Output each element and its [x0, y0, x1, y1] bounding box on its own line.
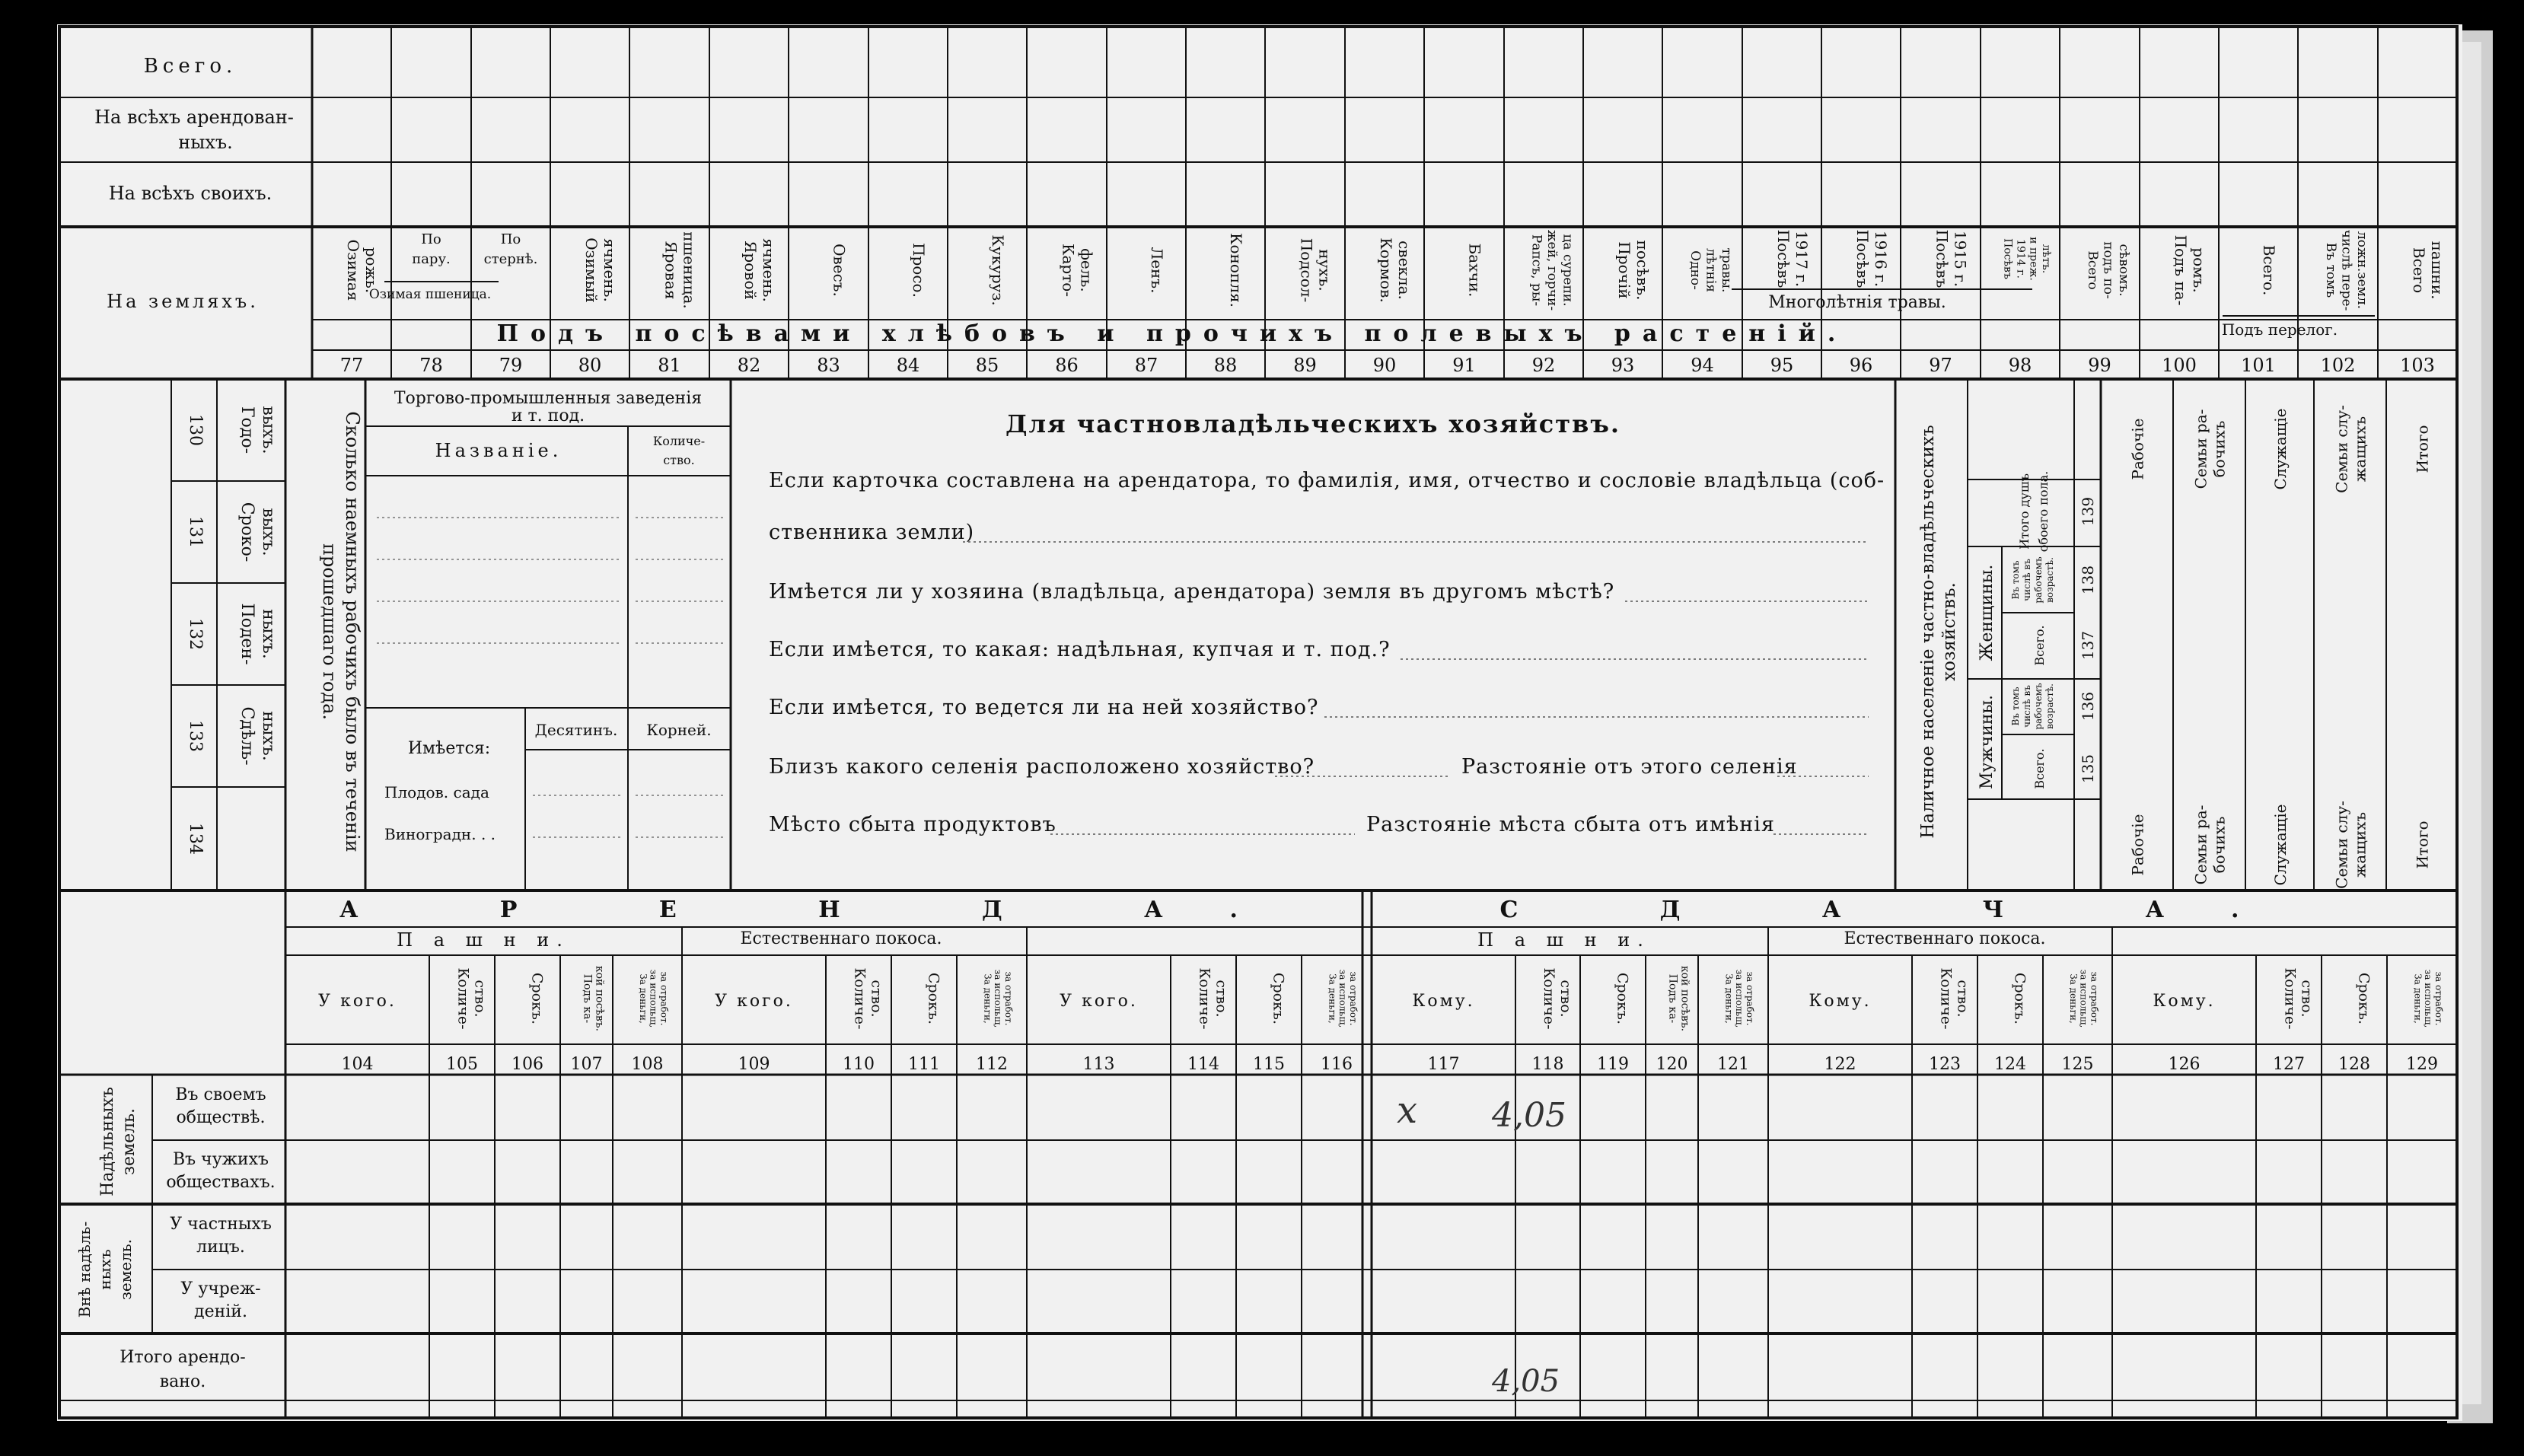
crop-col-label-102: Въ томъ — [2323, 242, 2339, 298]
hired-col-label-130: выхъ. — [259, 406, 278, 454]
rent-col-no-109: 109 — [738, 1055, 770, 1074]
pop-right-col-top-3: Семьи слу- — [2332, 405, 2351, 493]
rent-col-no-118: 118 — [1531, 1055, 1564, 1074]
crop-col-label-100: Подъ па- — [2172, 234, 2190, 306]
rent-col-who-109: У кого. — [715, 992, 793, 1011]
crop-banner: Подъ посѣвами хлѣбовъ и прочихъ полевыхъ растеній. — [496, 320, 1848, 347]
rent-col-who-117: Кому. — [1412, 992, 1475, 1011]
crop-col-no-79: 79 — [499, 355, 523, 376]
private-q6b: Разстояніе мѣста сбыта отъ имѣнія — [1366, 813, 1775, 836]
rent-col-no-128: 128 — [2338, 1055, 2370, 1074]
population-women-total: Всего. — [2032, 625, 2047, 666]
rent-col-label-127: Количе- — [2281, 967, 2299, 1030]
rent-col-label-127: ство. — [2298, 980, 2315, 1018]
crop-col-label-93: Прочій — [1615, 241, 1633, 299]
crop-col-no-97: 97 — [1929, 355, 1952, 376]
crop-col-label-103: пашни. — [2428, 241, 2446, 300]
rent-col-who-113: У кого. — [1060, 992, 1138, 1011]
crop-col-no-77: 77 — [339, 355, 364, 376]
rent-col-label-120: Подъ ка- — [1666, 973, 1679, 1024]
crop-col-no-82: 82 — [737, 355, 761, 376]
population-no-137: 137 — [2079, 630, 2097, 661]
rent-col-who-126: Кому. — [2153, 992, 2216, 1011]
rent-col-no-117: 117 — [1427, 1055, 1460, 1074]
rent-row-u-chast-1: У частныхъ — [170, 1215, 272, 1234]
pop-men-rab-4: возрастѣ. — [2044, 683, 2055, 729]
crop-col-label-90: свекла. — [1395, 241, 1413, 300]
crop-col-label-97: 1915 г. — [1951, 230, 1970, 288]
crop-col-label-86: фель. — [1077, 248, 1096, 292]
pop-right-col-bottom-0: Рабочіе — [2128, 814, 2147, 876]
hired-col-label-132: Поден- — [237, 603, 257, 665]
population-no-136: 136 — [2079, 691, 2097, 722]
rent-col-no-105: 105 — [446, 1055, 478, 1074]
crop-col-label-91: Бахчи. — [1465, 243, 1484, 298]
hired-col-label-131: Сроко- — [237, 502, 257, 562]
pop-wom-rab-3: рабочемъ — [2033, 556, 2044, 604]
crop-col-label-82: Яровой — [741, 241, 760, 300]
crop-col-label-83: Овесъ. — [830, 244, 849, 297]
crop-col-no-95: 95 — [1770, 355, 1794, 376]
crop-col-no-102: 102 — [2320, 355, 2356, 376]
crop-col-no-101: 101 — [2241, 355, 2276, 376]
rent-col-no-125: 125 — [2061, 1055, 2094, 1074]
crop-col-label-77: Озимая — [344, 239, 362, 301]
handwritten-value-1: 4,05 — [1492, 1096, 1566, 1135]
crop-col-no-94: 94 — [1691, 355, 1714, 376]
rent-col-label-120: кой посѣвъ. — [1678, 965, 1691, 1032]
crop-col-no-87: 87 — [1134, 355, 1158, 376]
rent-col-label-110: ство. — [868, 980, 885, 1018]
crop-col-label-98: лѣтъ. — [2040, 244, 2053, 274]
rent-row-nadel-2: земель. — [120, 1107, 139, 1176]
pop-itogo-1: Итого душъ — [2017, 473, 2032, 550]
crop-col-no-92: 92 — [1531, 355, 1556, 376]
rent-row-nadel-1: Надѣльныхъ — [98, 1087, 117, 1196]
trade-sad: Плодов. сада — [384, 783, 489, 801]
crop-col-label-81: Яровая — [661, 241, 680, 300]
rent-col-no-112: 112 — [976, 1055, 1008, 1074]
rent-col-label-110: Количе- — [851, 967, 868, 1030]
crop-col-label-96: Посѣвъ — [1853, 229, 1872, 288]
rent-col-no-127: 127 — [2273, 1055, 2305, 1074]
crop-col-no-83: 83 — [817, 355, 840, 376]
rent-row-u-uchr-1: У учреж- — [180, 1279, 261, 1298]
hired-col-label-132: ныхъ. — [259, 609, 278, 659]
sdacha-pashni: П а ш н и. — [1477, 929, 1651, 951]
rent-col-no-123: 123 — [1929, 1055, 1961, 1074]
pop-right-col-top-1: Семьи ра- — [2191, 409, 2210, 489]
crop-col-label-85: Кукуруз. — [989, 234, 1007, 306]
hired-col-label-133: ныхъ. — [259, 711, 278, 761]
crop-col-label-84: Просо. — [910, 243, 928, 298]
group-mnogoletnie: Многолѣтнія травы. — [1768, 293, 1946, 312]
crop-col-label-79: По — [500, 231, 521, 247]
crop-col-no-103: 103 — [2400, 355, 2435, 376]
rent-col-label-106: Срокъ. — [528, 972, 546, 1025]
pop-wom-rab-2: числѣ въ — [2022, 559, 2032, 601]
rent-col-label-105: ство. — [471, 980, 489, 1018]
pop-right-col-top-2: Служащіе — [2271, 408, 2290, 490]
rent-col-label-115: Срокъ. — [1270, 972, 1287, 1025]
pop-itogo-2: обоего пола. — [2036, 470, 2051, 553]
rent-col-label-112: За деньги, — [982, 973, 993, 1024]
population-no-138: 138 — [2079, 565, 2097, 595]
sdacha-pokos: Естественнаго покоса. — [1844, 929, 2046, 948]
pop-right-col-bottom-1: Семьи ра- — [2191, 804, 2210, 885]
handwritten-mark: х — [1397, 1089, 1418, 1132]
rent-col-no-104: 104 — [341, 1055, 374, 1074]
population-women: Женщины. — [1977, 564, 1997, 661]
rent-col-no-108: 108 — [631, 1055, 664, 1074]
rent-col-no-115: 115 — [1253, 1055, 1285, 1074]
trade-vinograd: Виноградн. . . — [384, 825, 496, 843]
rent-row-v-chuzh-2: обществахъ. — [166, 1173, 276, 1192]
crop-col-no-80: 80 — [578, 355, 602, 376]
rent-col-label-125: за отработ. — [2089, 971, 2100, 1026]
rent-col-no-116: 116 — [1321, 1055, 1353, 1074]
rent-col-no-124: 124 — [1994, 1055, 2026, 1074]
rent-row-v-svoem-1: Въ своемъ — [175, 1085, 266, 1104]
rent-col-label-116: за отработ. — [1348, 971, 1359, 1026]
rent-col-no-111: 111 — [908, 1055, 940, 1074]
row-label-arend-2: ныхъ. — [178, 132, 233, 153]
hired-title-2: прошедшаго года. — [319, 543, 340, 721]
crop-col-label-97: Посѣвъ — [1933, 229, 1952, 288]
crop-col-label-99: подъ по- — [2100, 241, 2116, 299]
rent-row-vne-1: Внѣ надѣль- — [75, 1221, 94, 1318]
crop-col-label-98: 1914 г. — [2014, 239, 2027, 279]
pop-right-col-bottom-3: Семьи слу- — [2332, 801, 2351, 889]
pop-right-col-bottom-3: жащихъ — [2350, 811, 2369, 878]
rent-col-label-121: за отработ. — [1745, 971, 1755, 1026]
rent-col-label-114: Количе- — [1196, 967, 1213, 1030]
trade-qty-1: Количе- — [652, 434, 706, 448]
crop-col-label-93: посѣвъ. — [1633, 240, 1652, 301]
pop-men-rab-3: рабочемъ — [2033, 683, 2044, 730]
private-title: Для частновладѣльческихъ хозяйствъ. — [1005, 409, 1621, 438]
crop-col-no-78: 78 — [419, 355, 443, 376]
pop-right-col-bottom-2: Служащіе — [2271, 804, 2290, 886]
crop-col-label-78: По — [421, 231, 441, 247]
pop-right-col-top-4: Итого — [2413, 425, 2432, 473]
rent-col-no-119: 119 — [1597, 1055, 1629, 1074]
crop-col-label-94: Одно- — [1687, 250, 1703, 290]
crop-col-label-101: Всего. — [2260, 244, 2278, 296]
crop-col-label-96: 1916 г. — [1872, 230, 1890, 288]
crop-col-no-81: 81 — [658, 355, 681, 376]
group-ozimaya-pshenica: Озимая пшеница. — [368, 287, 492, 302]
crop-col-no-91: 91 — [1452, 355, 1476, 376]
crop-col-label-95: 1917 г. — [1793, 230, 1811, 288]
crop-col-label-99: сѣвомъ. — [2115, 244, 2131, 297]
crop-col-label-92: ца сурепи. — [1560, 234, 1576, 307]
hired-col-label-130: Годо- — [237, 406, 257, 454]
crop-col-label-82: ячмень. — [760, 238, 778, 302]
pop-wom-rab-4: возрастѣ. — [2044, 557, 2055, 603]
rent-col-no-114: 114 — [1187, 1055, 1219, 1074]
crop-col-label-99: Всего — [2085, 250, 2101, 290]
rent-col-no-122: 122 — [1824, 1055, 1856, 1074]
rent-row-itogo-1: Итого арендо- — [120, 1348, 246, 1367]
rent-col-label-128: Срокъ. — [2355, 972, 2373, 1025]
rent-row-v-chuzh-1: Въ чужихъ — [173, 1150, 269, 1169]
crop-col-label-88: Конопля. — [1227, 233, 1245, 307]
rent-col-no-110: 110 — [843, 1055, 875, 1074]
crop-col-label-90: Кормов. — [1377, 237, 1395, 303]
rent-col-no-106: 106 — [511, 1055, 543, 1074]
rent-col-label-112: за испольщ, — [993, 969, 1004, 1028]
crop-col-label-102: числѣ пере- — [2338, 229, 2354, 311]
rent-row-v-svoem-2: обществѣ. — [176, 1108, 266, 1127]
trade-imeetsya: Имѣется: — [407, 739, 491, 758]
rent-col-label-129: за испольщ, — [2423, 969, 2434, 1028]
rent-arenda: А Р Е Н Д А. — [339, 897, 1305, 923]
crop-col-label-89: нухъ. — [1315, 249, 1334, 292]
crop-col-no-99: 99 — [2088, 355, 2111, 376]
crop-col-no-90: 90 — [1372, 355, 1397, 376]
rent-col-label-108: За деньги, — [637, 973, 649, 1024]
crop-col-label-94: травы. — [1718, 247, 1734, 293]
crop-col-no-85: 85 — [975, 355, 999, 376]
rent-col-no-113: 113 — [1082, 1055, 1115, 1074]
rent-col-no-120: 120 — [1656, 1055, 1688, 1074]
crop-col-label-103: Всего — [2410, 247, 2428, 294]
population-title-1: Наличное населеніе частно-владѣльческихъ — [1918, 425, 1938, 839]
pop-men-rab-2: числѣ въ — [2022, 685, 2032, 728]
rent-col-label-129: За деньги, — [2412, 973, 2424, 1024]
crop-col-label-95: Посѣвъ — [1774, 229, 1793, 288]
crop-col-no-93: 93 — [1611, 355, 1635, 376]
crop-col-no-89: 89 — [1293, 355, 1317, 376]
rent-row-u-uchr-2: деній. — [194, 1302, 247, 1321]
private-q2: Имѣется ли у хозяина (владѣльца, арендатора) земля въ другомъ мѣстѣ? — [769, 580, 1615, 604]
pop-right-col-top-3: жащихъ — [2350, 416, 2369, 483]
crop-col-label-81: пшеница. — [680, 231, 699, 309]
rent-row-itogo-2: вано. — [159, 1372, 206, 1391]
rent-col-label-108: за отработ. — [658, 971, 670, 1026]
rent-col-label-125: за испольщ, — [2078, 969, 2089, 1028]
row-label-svoih: На всѣхъ своихъ. — [108, 183, 272, 204]
population-no-135: 135 — [2079, 753, 2097, 784]
rent-sdacha: С Д А Ч А. — [1499, 897, 2306, 923]
hired-col-no-134: 134 — [186, 823, 205, 855]
rent-row-vne-2: ныхъ — [96, 1249, 114, 1290]
trade-title-1: Торгово-промышленныя заведенія — [394, 389, 703, 408]
rent-col-label-129: за отработ. — [2433, 971, 2444, 1026]
private-q1b: ственника земли) — [769, 521, 975, 544]
private-q3: Если имѣется, то какая: надѣльная, купчая и т. под.? — [769, 638, 1391, 661]
crop-col-label-94: лѣтнія — [1703, 248, 1719, 292]
rent-row-u-chast-2: лицъ. — [196, 1238, 245, 1257]
trade-name-col: Названіе. — [435, 440, 562, 461]
pop-right-col-bottom-4: Итого — [2413, 820, 2432, 869]
hired-col-label-133: Сдѣль- — [237, 706, 257, 766]
crop-col-label-92: жей, горчи- — [1544, 229, 1560, 311]
rent-col-label-112: за отработ. — [1003, 971, 1014, 1026]
private-q5a: Близъ какого селенія расположено хозяйство? — [769, 755, 1315, 779]
population-no-139: 139 — [2079, 496, 2097, 527]
rent-col-label-116: За деньги, — [1327, 973, 1338, 1024]
trade-korney: Корней. — [646, 721, 712, 739]
handwritten-value-2: 4,05 — [1492, 1364, 1560, 1399]
private-q4: Если имѣется, то ведется ли на ней хозяйство? — [769, 696, 1319, 719]
crop-col-label-79: стернѣ. — [483, 251, 538, 267]
rent-col-no-126: 126 — [2168, 1055, 2201, 1074]
rent-col-who-122: Кому. — [1809, 992, 1872, 1011]
rent-col-label-105: Количе- — [454, 967, 472, 1030]
crop-col-label-87: Ленъ. — [1148, 247, 1166, 294]
rent-col-label-116: за испольщ, — [1337, 969, 1349, 1028]
hired-col-label-131: выхъ. — [259, 508, 278, 556]
group-pod-perelog: Подъ перелог. — [2221, 320, 2338, 339]
rent-col-no-129: 129 — [2406, 1055, 2438, 1074]
private-q6a: Мѣсто сбыта продуктовъ — [769, 813, 1056, 836]
hired-col-no-132: 132 — [186, 618, 205, 650]
rent-col-label-124: Срокъ. — [2011, 972, 2028, 1025]
crop-col-no-88: 88 — [1213, 355, 1238, 376]
row-label-vsego: Всего. — [143, 55, 237, 78]
pop-right-col-bottom-1: бочихъ — [2210, 816, 2229, 874]
rent-col-label-125: За деньги, — [2067, 973, 2079, 1024]
rent-col-label-111: Срокъ. — [925, 972, 942, 1025]
pop-right-col-top-0: Рабочіе — [2128, 418, 2147, 480]
rent-col-label-107: Подъ ка- — [581, 973, 594, 1024]
pop-wom-rab-1: Въ томъ — [2010, 560, 2021, 600]
crop-col-label-92: Рапсъ, ры- — [1528, 234, 1544, 307]
rent-col-no-107: 107 — [570, 1055, 603, 1074]
pop-right-col-top-1: бочихъ — [2210, 420, 2229, 478]
hired-title-1: Сколько наемныхъ рабочихъ было въ теченіи — [342, 411, 363, 852]
crop-col-label-98: и преж. — [2027, 237, 2040, 281]
crop-col-label-102: ложн.земл. — [2354, 231, 2369, 310]
trade-desyatin: Десятинъ. — [534, 721, 618, 739]
rent-col-label-123: Количе- — [1937, 967, 1955, 1030]
rent-col-label-107: кой посѣвъ. — [593, 965, 606, 1032]
crop-col-label-98: Посѣвъ — [2001, 238, 2014, 279]
population-men: Мужчины. — [1977, 694, 1997, 790]
crop-col-no-98: 98 — [2008, 355, 2032, 376]
crop-col-label-78: пару. — [412, 251, 451, 267]
rent-col-label-123: ство. — [1954, 980, 1971, 1018]
crop-col-label-77: рожь. — [362, 247, 381, 294]
rent-pashni: П а ш н и. — [397, 929, 570, 951]
rent-col-label-121: За деньги, — [1723, 973, 1735, 1024]
rent-col-label-118: ство. — [1557, 980, 1575, 1018]
row-label-na-zemlyah: На земляхъ. — [107, 291, 259, 312]
private-q5b: Разстояніе отъ этого селенія — [1461, 755, 1798, 779]
population-men-total: Всего. — [2032, 748, 2047, 789]
hired-col-no-131: 131 — [186, 516, 205, 548]
row-label-arend-1: На всѣхъ арендован- — [94, 107, 294, 128]
hired-col-no-133: 133 — [186, 720, 205, 752]
pop-men-rab-1: Въ томъ — [2010, 687, 2021, 726]
crop-col-no-84: 84 — [896, 355, 920, 376]
crop-col-no-96: 96 — [1849, 355, 1873, 376]
crop-col-label-100: ромъ. — [2190, 247, 2208, 293]
rent-row-vne-3: земель. — [116, 1238, 135, 1301]
rent-col-label-121: за испольщ, — [1734, 969, 1745, 1028]
crop-col-no-86: 86 — [1055, 355, 1079, 376]
crop-col-label-86: Карто- — [1059, 243, 1078, 298]
hired-col-no-130: 130 — [186, 414, 205, 446]
trade-qty-2: ство. — [663, 453, 695, 467]
trade-title-2: и т. под. — [511, 406, 585, 425]
rent-col-label-119: Срокъ. — [1614, 972, 1631, 1025]
rent-col-no-121: 121 — [1717, 1055, 1749, 1074]
crop-col-no-100: 100 — [2162, 355, 2197, 376]
crop-col-label-89: Подсол- — [1297, 237, 1316, 303]
rent-col-label-118: Количе- — [1541, 967, 1558, 1030]
rent-col-label-114: ство. — [1213, 980, 1230, 1018]
crop-col-label-80: Озимый — [582, 237, 601, 303]
private-q1a: Если карточка составлена на арендатора, то фамилія, имя, отчество и сословіе владѣльца (соб- — [769, 469, 1885, 492]
rent-col-label-108: за испольщ, — [648, 969, 659, 1028]
rent-col-who-104: У кого. — [318, 992, 397, 1011]
population-title-2: хозяйствъ. — [1939, 582, 1959, 681]
rent-pokos: Естественнаго покоса. — [740, 929, 942, 948]
crop-col-label-80: ячмень. — [601, 238, 619, 302]
